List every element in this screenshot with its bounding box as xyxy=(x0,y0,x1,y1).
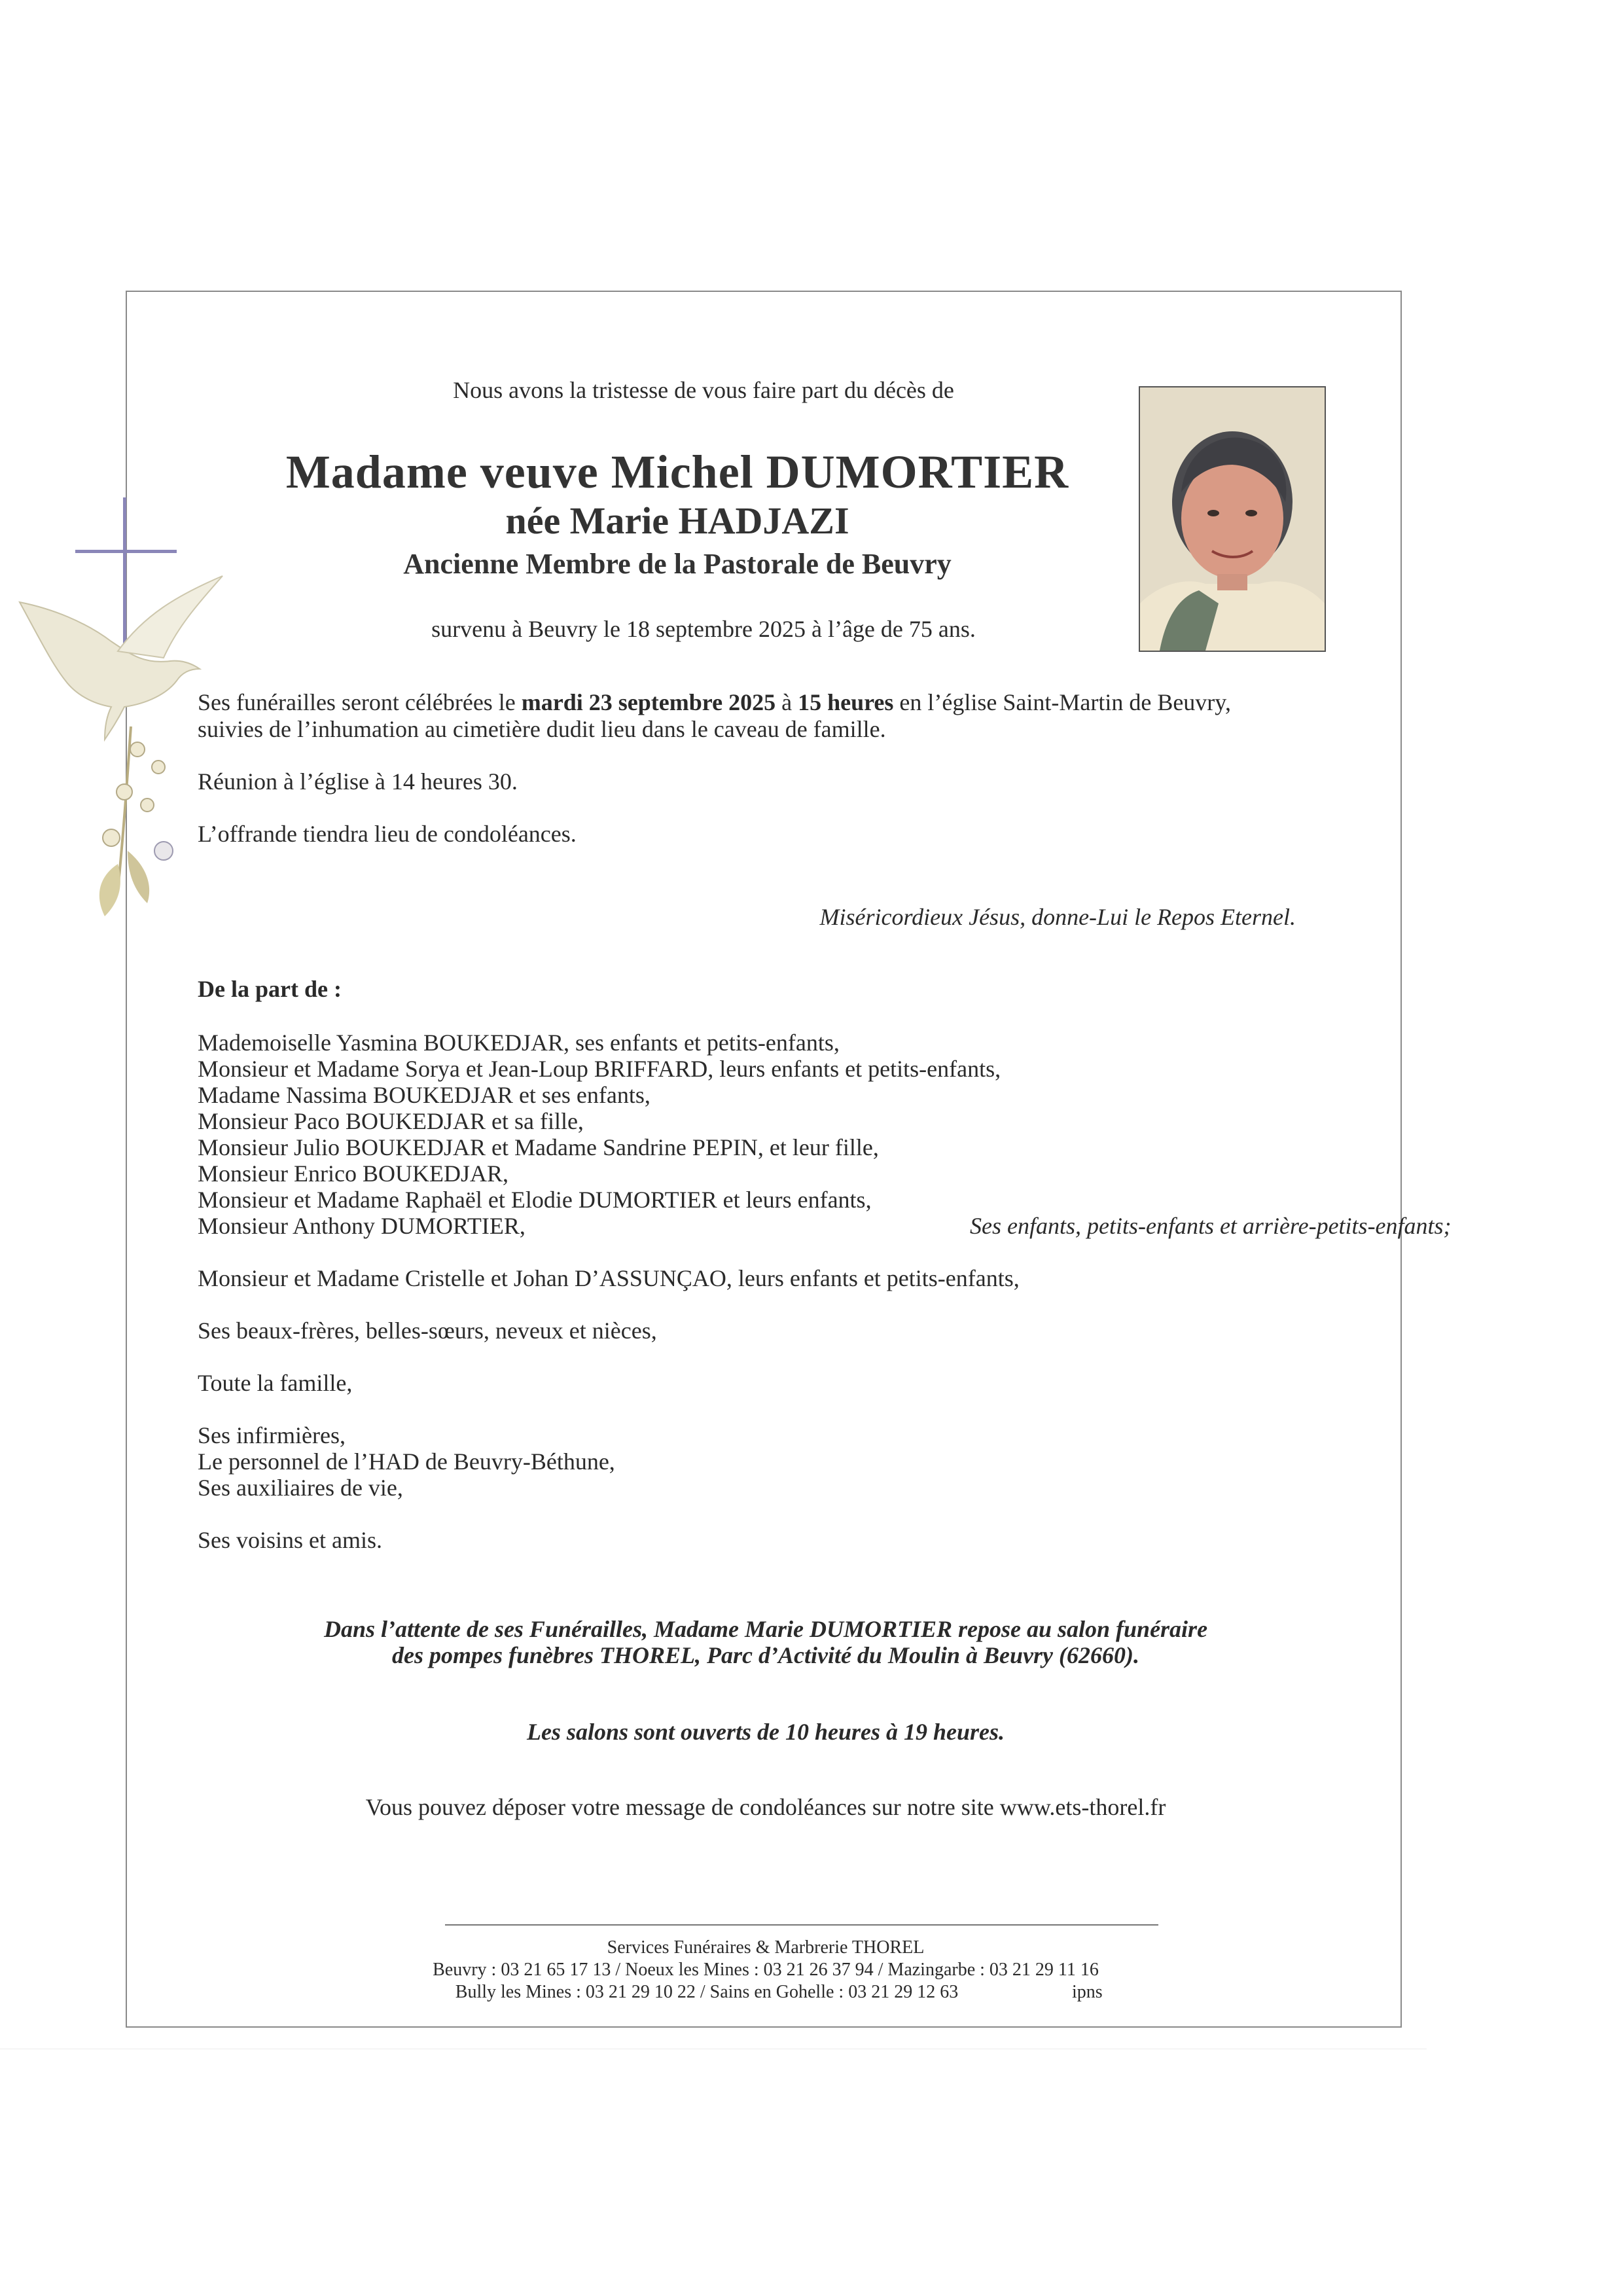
ceremony-text-a: Ses funérailles seront célébrées le xyxy=(198,689,522,715)
ceremony-date: mardi 23 septembre 2025 xyxy=(521,689,776,715)
family-line: Ses beaux-frères, belles-sœurs, neveux et nièces, xyxy=(198,1318,657,1344)
ceremony-text-b: à xyxy=(776,689,798,715)
deceased-title: Ancienne Membre de la Pastorale de Beuvry xyxy=(403,548,952,580)
family-line: Monsieur et Madame Raphaël et Elodie DUMORTIER et leurs enfants, xyxy=(198,1187,872,1213)
family-line: Toute la famille, xyxy=(198,1370,353,1396)
ceremony-line-2: suivies de l’inhumation au cimetière dudit lieu dans le caveau de famille. xyxy=(198,716,886,742)
deceased-name: Madame veuve Michel DUMORTIER xyxy=(285,446,1069,498)
portrait-photo xyxy=(1139,386,1326,652)
footer-divider xyxy=(445,1924,1158,1926)
family-line: Ses voisins et amis. xyxy=(198,1527,383,1553)
condoleances-text: Vous pouvez déposer votre message de condoléances sur notre site www.ets-thorel.fr xyxy=(365,1794,1166,1820)
footer-company: Services Funéraires & Marbrerie THOREL xyxy=(607,1937,925,1958)
family-line: Mademoiselle Yasmina BOUKEDJAR, ses enfants et petits-enfants, xyxy=(198,1030,840,1056)
maiden-name: née Marie HADJAZI xyxy=(505,499,849,542)
dove-icon xyxy=(20,576,223,740)
footer-tag: ipns xyxy=(1072,1982,1103,2002)
flower-icon xyxy=(99,726,173,916)
family-line: Monsieur Paco BOUKEDJAR et sa fille, xyxy=(198,1108,584,1134)
footer-phones-2: Bully les Mines : 03 21 29 10 22 / Sains en Gohelle : 03 21 29 12 63 xyxy=(455,1982,959,2002)
reunion-text: Réunion à l’église à 14 heures 30. xyxy=(198,768,518,795)
footer-phones-1: Beuvry : 03 21 65 17 13 / Noeux les Mines : 03 21 26 37 94 / Mazingarbe : 03 21 29 11 16 xyxy=(433,1960,1099,1980)
ceremony-line-1 xyxy=(198,689,1231,716)
family-line: Le personnel de l’HAD de Beuvry-Béthune, xyxy=(198,1448,615,1475)
offrande-text: L’offrande tiendra lieu de condoléances. xyxy=(198,821,577,847)
family-line: Ses auxiliaires de vie, xyxy=(198,1475,403,1501)
intro-text: Nous avons la tristesse de vous faire part du décès de xyxy=(453,377,954,403)
ceremony-text-c: en l’église Saint-Martin de Beuvry, xyxy=(893,689,1231,715)
repose-line-2: des pompes funèbres THOREL, Parc d’Activité du Moulin à Beuvry (62660). xyxy=(392,1642,1139,1668)
family-line: Monsieur Julio BOUKEDJAR et Madame Sandrine PEPIN, et leur fille, xyxy=(198,1134,879,1160)
family-line xyxy=(198,1212,1452,1240)
family-line-text: Monsieur Anthony DUMORTIER, xyxy=(198,1213,526,1239)
family-line: Madame Nassima BOUKEDJAR et ses enfants, xyxy=(198,1082,651,1108)
prayer-quote: Miséricordieux Jésus, donne-Lui le Repos Eternel. xyxy=(819,904,1296,930)
family-line: Monsieur Enrico BOUKEDJAR, xyxy=(198,1160,508,1187)
family-line: Monsieur et Madame Sorya et Jean-Loup BRIFFARD, leurs enfants et petits-enfants, xyxy=(198,1056,1001,1082)
family-line: Monsieur et Madame Cristelle et Johan D’ASSUNÇAO, leurs enfants et petits-enfants, xyxy=(198,1265,1020,1291)
family-heading: De la part de : xyxy=(198,976,342,1002)
family-line: Ses infirmières, xyxy=(198,1422,346,1448)
repose-line-1: Dans l’attente de ses Funérailles, Madame Marie DUMORTIER repose au salon funéraire xyxy=(323,1616,1208,1642)
salons-hours: Les salons sont ouverts de 10 heures à 19 heures. xyxy=(526,1719,1005,1745)
death-details: survenu à Beuvry le 18 septembre 2025 à l’âge de 75 ans. xyxy=(431,616,976,642)
family-group-label: Ses enfants, petits-enfants et arrière-petits-enfants; xyxy=(970,1213,1452,1239)
ceremony-time: 15 heures xyxy=(798,689,894,715)
